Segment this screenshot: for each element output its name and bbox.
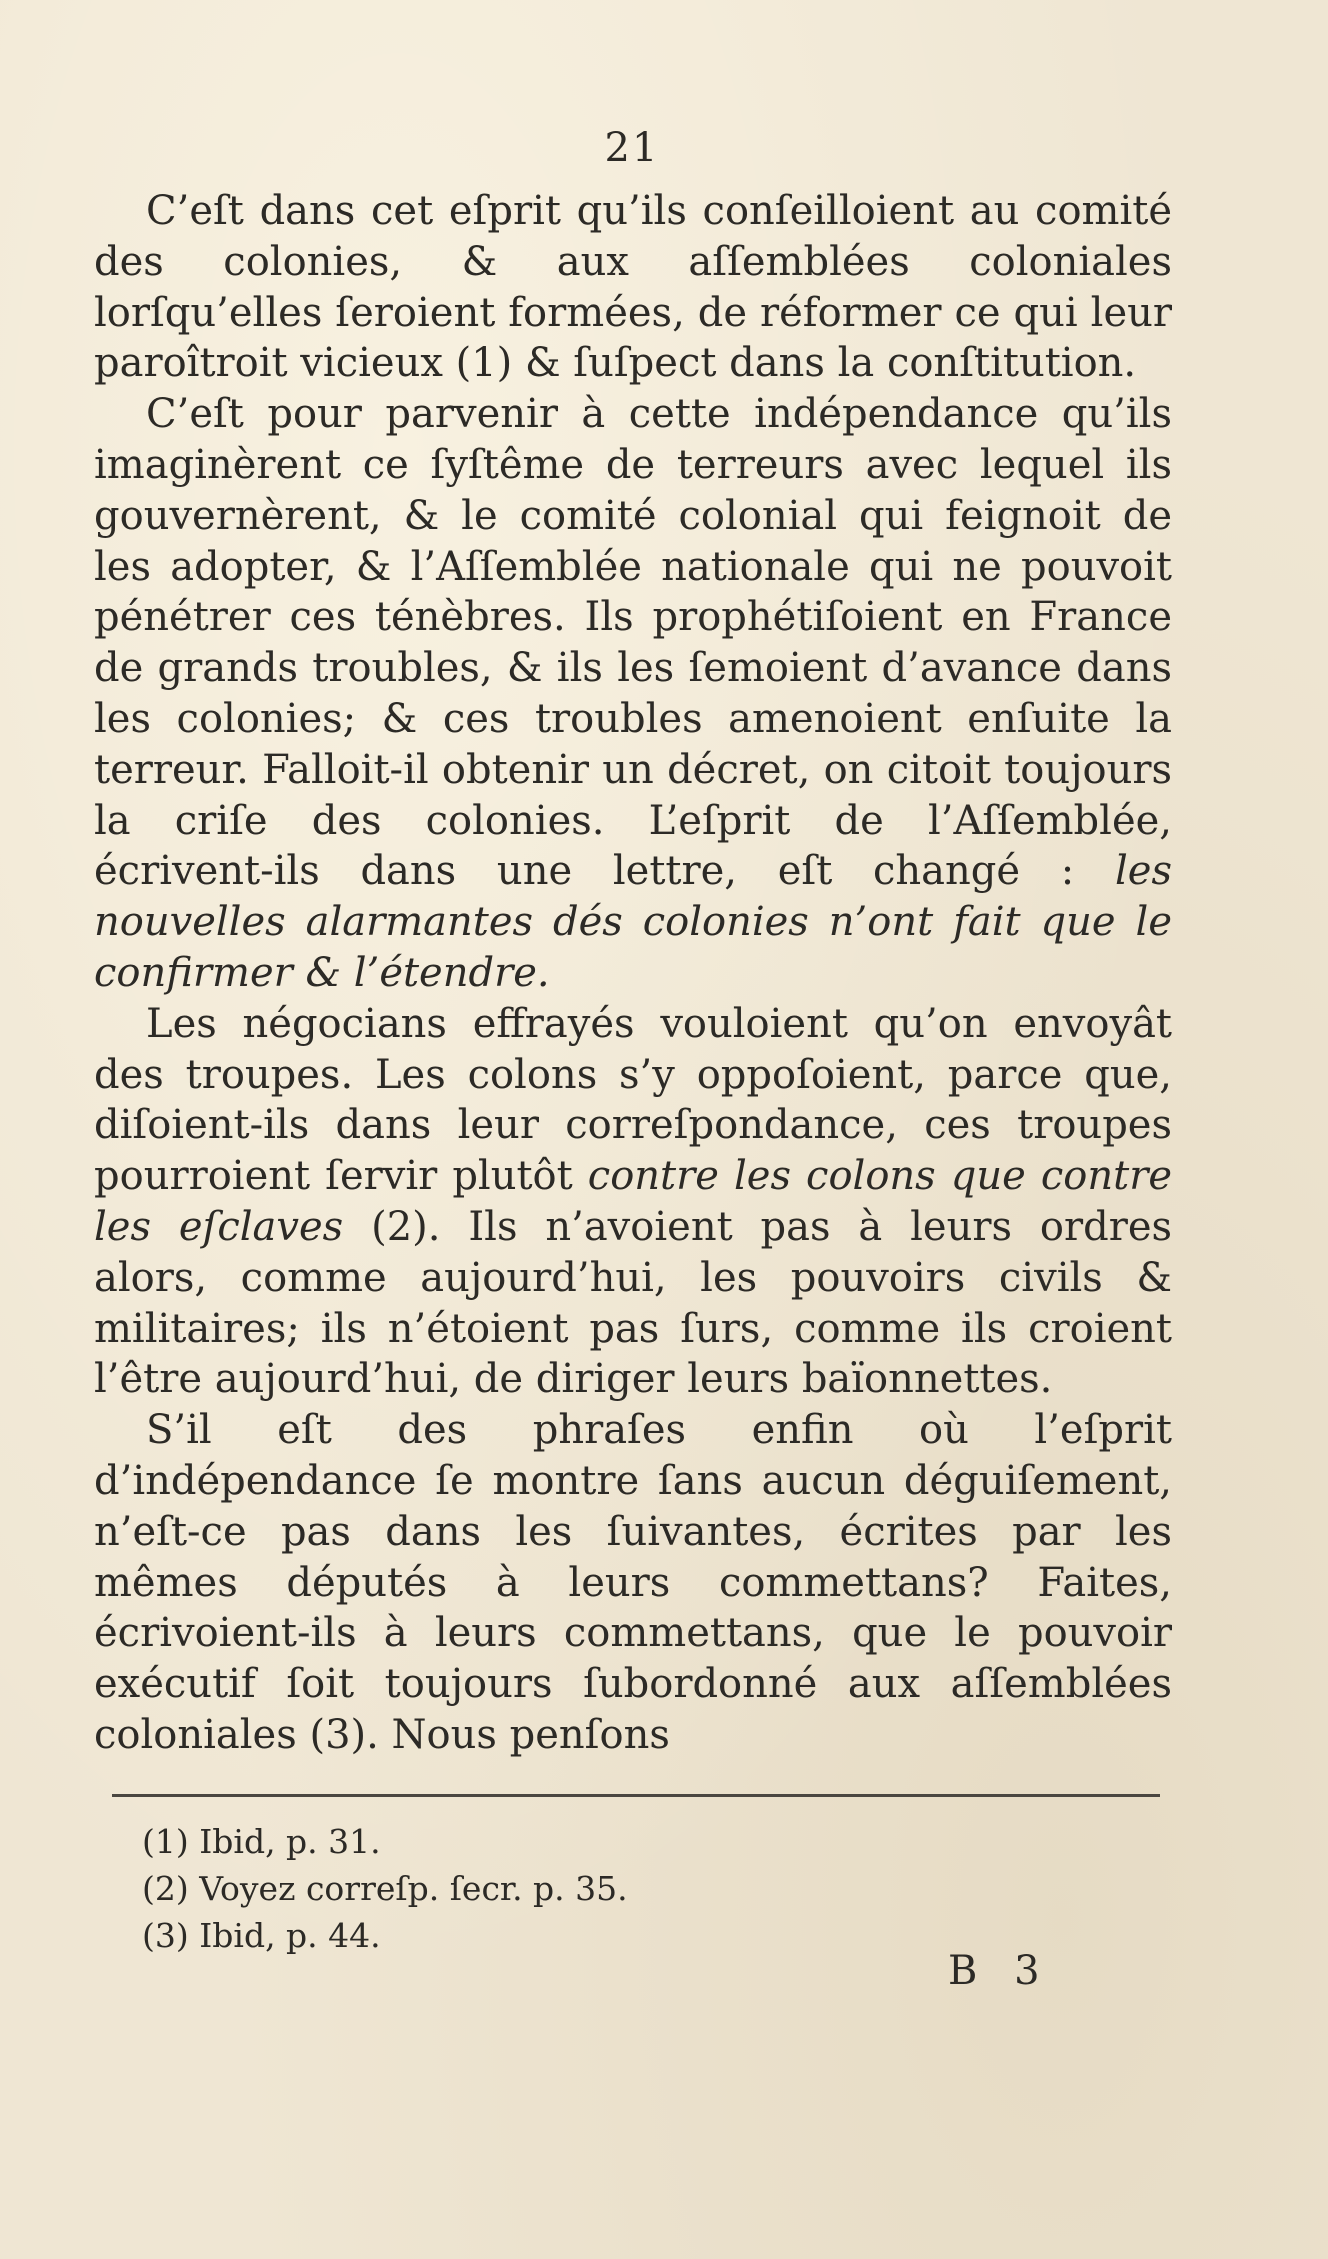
italic-quote: les nouvelles alarmantes dés colonies n’ont fait que le confirmer & l’étendre. bbox=[94, 848, 1172, 996]
footnote: (3) Ibid, p. 44. bbox=[142, 1916, 381, 1955]
paragraph-text: C’eſt pour parvenir à cette indépendance qu’ils imaginèrent ce ſyſtême de terreurs avec lequel ils gouvernèrent, & le comité colonial qui feignoit de les adopter, & l’Aſſemblée nationale qui ne pouvoit pénétrer ces ténèbres. Ils prophétiſoient en France de grands troubles, & ils les ſemoient d’avance dans les colonies; & ces troubles amenoient enſuite la terreur. Falloit-il obtenir un décret, on citoit toujours la criſe des colonies. L’eſprit de l’Aſſemblée, écrivent-ils dans une lettre, eſt changé : bbox=[94, 391, 1172, 895]
page-number: 21 bbox=[604, 125, 660, 171]
body-text bbox=[94, 186, 1172, 1761]
italic-quote: contre les colons que contre les eſclaves bbox=[94, 1153, 1172, 1250]
paragraph: S’il eſt des phraſes enfin où l’eſprit d’indépendance ſe montre ſans aucun déguiſement, n’eſt-ce pas dans les ſuivantes, écrites par les mêmes députés à leurs commettans? Faites, écrivoient-ils à leurs commettans, que le pouvoir exécutif ſoit toujours ſubordonné aux aſſemblées coloniales (3). Nous penſons bbox=[94, 1407, 1172, 1758]
paragraph bbox=[94, 999, 1172, 1405]
footnote: (1) Ibid, p. 31. bbox=[142, 1822, 381, 1861]
footnotes bbox=[142, 1818, 842, 1959]
paragraph bbox=[94, 389, 1172, 999]
paragraph: C’eſt dans cet eſprit qu’ils conſeilloient au comité des colonies, & aux aſſemblées coloniales lorſqu’elles ſeroient formées, de réformer ce qui leur paroîtroit vicieux (1) & ſuſpect dans la conſtitution. bbox=[94, 188, 1172, 387]
signature-mark: B 3 bbox=[948, 1948, 1052, 1994]
paragraph-text: (2). Ils n’avoient pas à leurs ordres alors, comme aujourd’hui, les pouvoirs civils & militaires; ils n’étoient pas ſurs, comme ils croient l’être aujourd’hui, de diriger leurs baïonnettes. bbox=[94, 1203, 1173, 1403]
footnote: (2) Voyez correſp. ſecr. p. 35. bbox=[142, 1869, 628, 1908]
footnote-divider bbox=[112, 1794, 1160, 1797]
paragraph-text: Les négocians effrayés vouloient qu’on envoyât des troupes. Les colons s’y oppoſoient, parce que, diſoient-ils dans leur correſpondance, ces troupes pourroient ſervir plutôt bbox=[94, 1000, 1172, 1200]
